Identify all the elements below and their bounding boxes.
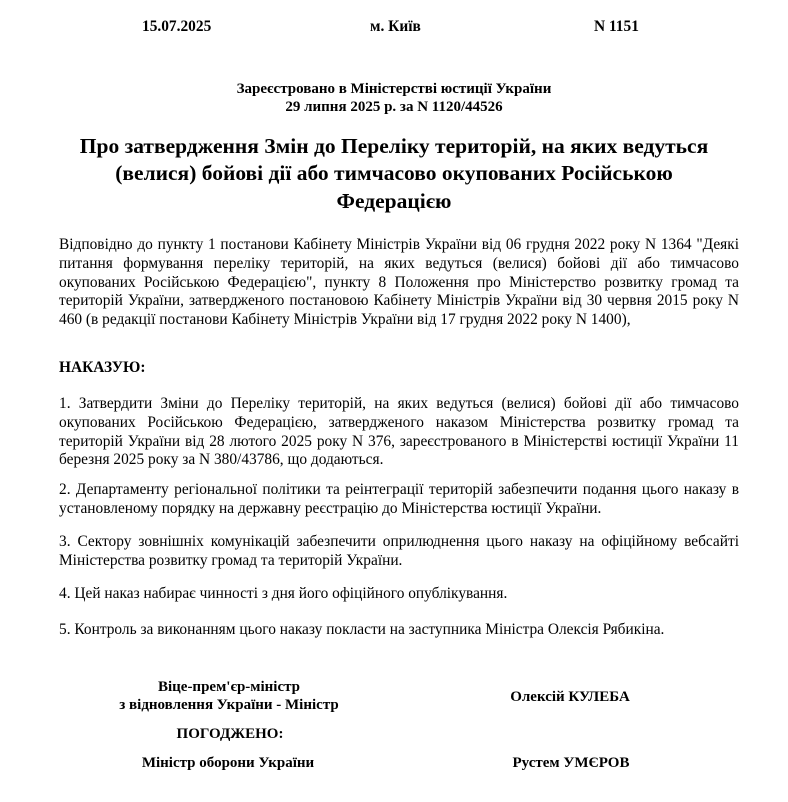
registration-line-2: 29 липня 2025 р. за N 1120/44526 — [285, 99, 503, 115]
registration-note — [0, 80, 788, 116]
agreed-name: Рустем УМЄРОВ — [512, 755, 630, 771]
document-title: Про затвердження Змін до Переліку територій, на яких ведуться (велися) бойові дії або тимчасово окупованих Російською Федерацією — [79, 134, 709, 213]
agreed-position: Міністр оборони України — [141, 755, 315, 771]
order-number: N 1151 — [594, 18, 639, 35]
order-date: 15.07.2025 — [142, 18, 212, 35]
signatory-position-line-2: з відновлення України - Міністр — [119, 697, 339, 714]
paragraph-1: 1. Затвердити Зміни до Переліку територій, на яких ведуться (велися) бойові дії або тимчасово окупованих Російською Федерацією, затвердженого наказом Міністерства розвитку громад та територій України від 28 лютого 2025 року N 376, зареєстрованого в Міністерстві юстиції України 11 березня 2025 року за N 380/43786, що додаються. — [59, 395, 739, 469]
registration-line-1: Зареєстровано в Міністерстві юстиції України — [236, 81, 552, 97]
paragraph-4: 4. Цей наказ набирає чинності з дня його офіційного опублікування. — [59, 585, 508, 602]
paragraph-3: 3. Сектору зовнішніх комунікацій забезпечити оприлюднення цього наказу на офіційному вебсайті Міністерства розвитку громад та територій України. — [59, 533, 739, 569]
signatory-position-line-1: Віце-прем'єр-міністр — [157, 679, 301, 695]
paragraph-2: 2. Департаменту регіональної політики та реінтеграції територій забезпечити подання цього наказу в установленому порядку на державну реєстрацію до Міністерства юстиції України. — [59, 481, 739, 517]
signatory-name: Олексій КУЛЕБА — [510, 689, 630, 705]
paragraph-5: 5. Контроль за виконанням цього наказу покласти на заступника Міністра Олексія Рябикіна. — [59, 621, 665, 638]
signatory-position — [100, 678, 358, 715]
preamble: Відповідно до пункту 1 постанови Кабінету Міністрів України від 06 грудня 2022 року N 1364 "Деякі питання формування переліку територій, на яких ведуться (велися) бойові дії або тимчасово окупованих Російською Федерацією", пункту 8 Положення про Міністерство розвитку громад та територій України, затвердженого постановою Кабінету Міністрів України від 30 червня 2015 року N 460 (в редакції постанови Кабінету Міністрів України від 17 грудня 2022 року N 1400), — [59, 236, 739, 329]
order-city: м. Київ — [370, 18, 421, 35]
order-word: НАКАЗУЮ: — [59, 359, 146, 376]
agreed-label: ПОГОДЖЕНО: — [176, 726, 284, 742]
